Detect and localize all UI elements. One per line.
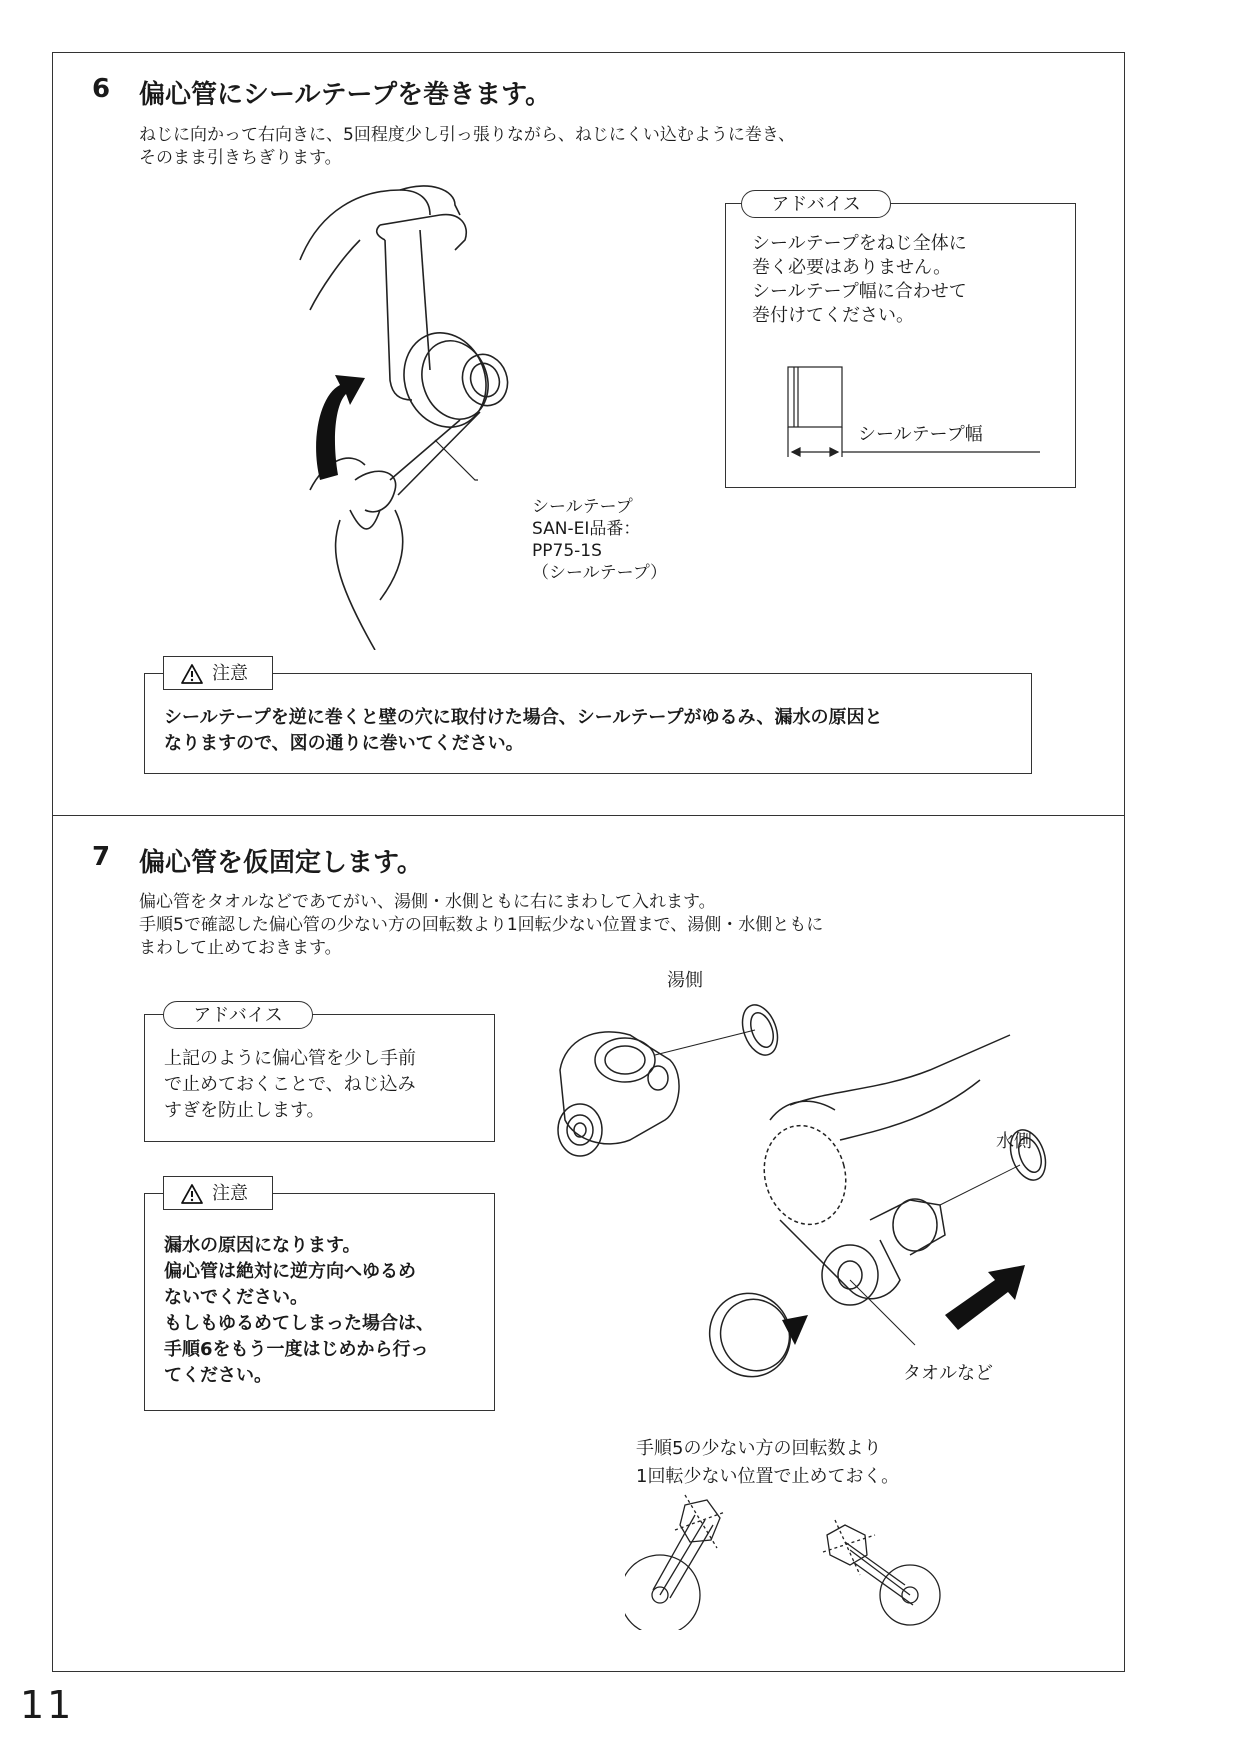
rotation-position-diagrams [625, 1290, 945, 1630]
step7-caution-tag [163, 1176, 273, 1210]
tape-width-diagram [780, 362, 1050, 462]
sealtape-label: シールテープ SAN-EI品番： PP75-1S （シールテープ） [532, 497, 667, 583]
step7-advice-text: 上記のように偏心管を少し手前 で止めておくことで、ねじ込み すぎを防止します。 [164, 1048, 416, 1121]
step7-advice-tag: アドバイス [163, 1001, 313, 1029]
page-number: 11 [20, 1683, 75, 1727]
step6-number: 6 [92, 74, 111, 104]
step6-description: ねじに向かって右向きに、5回程度少し引っ張りながら、ねじにくい込むように巻き、 そのまま引きちぎります。 [139, 125, 796, 168]
hot-side-label: 湯側 [667, 970, 703, 991]
step6-title: 偏心管にシールテープを巻きます。 [139, 80, 552, 110]
step7-title: 偏心管を仮固定します。 [139, 848, 423, 878]
warning-triangle-icon [180, 1183, 204, 1205]
step6-advice-text: シールテープをねじ全体に 巻く必要はありません。 シールテープ幅に合わせて 巻付けてください。 [752, 233, 967, 326]
warning-triangle-icon [180, 663, 204, 685]
tape-width-label: シールテープ幅 [858, 424, 983, 445]
cold-side-label: 水側 [996, 1131, 1032, 1152]
towel-label: タオルなど [903, 1363, 993, 1384]
step6-advice-tag: アドバイス [741, 190, 891, 218]
position-note: 手順5の少ない方の回転数より 1回転少ない位置で止めておく。 [636, 1438, 900, 1487]
rotation-arrow-icon [316, 375, 365, 480]
step7-caution-text: 漏水の原因になります。 偏心管は絶対に逆方向へゆるめ ないでください。 もしもゆるめてしまった場合は、 手順6をもう一度はじめから行っ てください。 [164, 1235, 434, 1386]
section-divider [52, 815, 1125, 816]
insert-arrow-icon [945, 1265, 1025, 1330]
step6-caution-tag [163, 656, 273, 690]
step6-caution-label: 注意 [212, 663, 248, 684]
step7-description: 偏心管をタオルなどであてがい、湯側・水側ともに右にまわして入れます。 手順5で確認した偏心管の少ない方の回転数より1回転少ない位置まで、湯側・水側ともに まわして止めておきます。 [139, 892, 824, 958]
step7-caution-label: 注意 [212, 1183, 248, 1204]
step6-caution-text: シールテープを逆に巻くと壁の穴に取付けた場合、シールテープがゆるみ、漏水の原因と なりますので、図の通りに巻いてください。 [164, 707, 883, 754]
step7-number: 7 [92, 842, 111, 872]
